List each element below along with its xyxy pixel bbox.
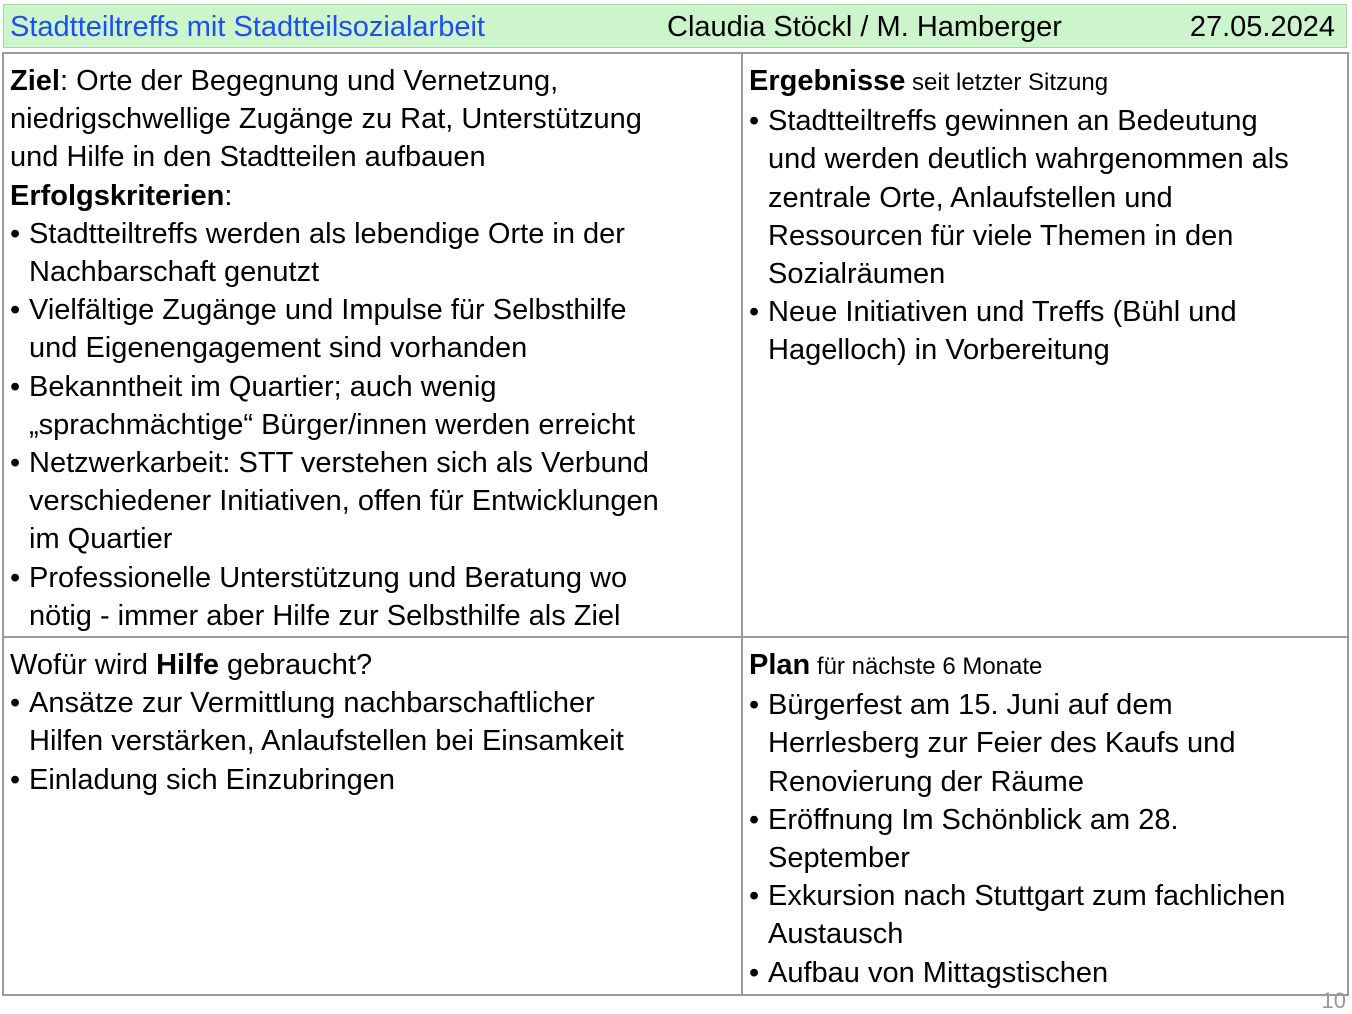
result-item-text: Ressourcen für viele Themen in den	[768, 219, 1234, 252]
criteria-item-text: • Stadtteiltreffs werden als lebendige Orte in der	[29, 217, 625, 250]
help-question	[10, 646, 735, 684]
criteria-item	[10, 444, 735, 559]
plan-item-text: Herrlesberg zur Feier des Kaufs und	[768, 727, 1236, 760]
result-item-text: zentrale Orte, Anlaufstellen und	[768, 181, 1173, 214]
help-item-text: • Einladung sich Einzubringen	[29, 763, 395, 796]
results-list	[749, 102, 1341, 369]
goal-text: und Hilfe in den Stadtteilen aufbauen	[10, 141, 486, 174]
result-item	[749, 293, 1341, 369]
plan-heading	[749, 646, 1341, 686]
criteria-item	[10, 368, 735, 444]
plan-item-text: • Eröffnung Im Schönblick am 28.	[768, 803, 1179, 836]
criteria-list	[10, 215, 735, 635]
help-question-bold: Hilfe	[156, 649, 219, 681]
slide-date: 27.05.2024	[1189, 11, 1335, 43]
plan-cell	[741, 636, 1349, 996]
criteria-item-text: • Bekanntheit im Quartier; auch wenig	[29, 370, 497, 403]
help-item	[10, 684, 735, 760]
results-cell	[741, 52, 1349, 638]
goal-label: Ziel	[10, 65, 60, 97]
plan-item-text: • Aufbau von Mittagstischen	[768, 956, 1109, 989]
criteria-item-text: und Eigenengagement sind vorhanden	[29, 332, 528, 365]
slide-title: Stadtteiltreffs mit Stadtteilsozialarbeit	[10, 11, 485, 43]
plan-item-text: • Bürgerfest am 15. Juni auf dem	[768, 689, 1173, 722]
results-label: Ergebnisse	[749, 65, 906, 97]
plan-item	[749, 801, 1341, 877]
goal-text: niedrigschwellige Zugänge zu Rat, Unterstützung	[10, 103, 642, 136]
plan-item-text: Renovierung der Räume	[768, 765, 1084, 798]
criteria-item	[10, 559, 735, 635]
help-cell	[2, 636, 743, 996]
plan-item-text: • Exkursion nach Stuttgart zum fachlichen	[768, 880, 1286, 913]
criteria-item-text: nötig - immer aber Hilfe zur Selbsthilfe als Ziel	[29, 599, 621, 632]
plan-sublabel: für nächste 6 Monate	[810, 653, 1043, 680]
goal-cell	[2, 52, 743, 638]
criteria-item-text: • Vielfältige Zugänge und Impulse für Selbsthilfe	[29, 294, 627, 327]
slide-authors: Claudia Stöckl / M. Hamberger	[667, 11, 1062, 43]
criteria-item	[10, 215, 735, 291]
criteria-item-text: im Quartier	[29, 523, 173, 556]
slide-header	[3, 4, 1347, 48]
criteria-item-text: • Professionelle Unterstützung und Beratung wo	[29, 561, 628, 594]
goal-text: : Orte der Begegnung und Vernetzung,	[59, 65, 559, 97]
criteria-item-text: „sprachmächtige“ Bürger/innen werden erreicht	[29, 408, 636, 441]
help-list	[10, 684, 735, 799]
result-item	[749, 102, 1341, 293]
plan-label: Plan	[749, 649, 811, 681]
criteria-item-text: • Netzwerkarbeit: STT verstehen sich als Verbund	[29, 447, 650, 480]
result-item-text: Hagelloch) in Vorbereitung	[768, 334, 1110, 367]
help-question-pre: Wofür wird	[10, 649, 157, 681]
plan-list	[749, 686, 1341, 992]
plan-item	[749, 686, 1341, 801]
criteria-label: Erfolgskriterien	[10, 179, 225, 212]
result-item-text: und werden deutlich wahrgenommen als	[768, 143, 1289, 176]
criteria-item-text: verschiedener Initiativen, offen für Entwicklungen	[29, 485, 659, 518]
plan-item	[749, 877, 1341, 953]
plan-item-text: Austausch	[768, 918, 904, 951]
results-heading	[749, 62, 1341, 102]
criteria-item	[10, 291, 735, 367]
plan-item-text: September	[768, 842, 910, 875]
page-number: 10	[1321, 988, 1346, 1013]
plan-item	[749, 954, 1341, 992]
criteria-heading	[10, 177, 735, 215]
result-item-text: Sozialräumen	[768, 258, 946, 291]
result-item-text: • Neue Initiativen und Treffs (Bühl und	[768, 296, 1237, 329]
help-item-text: Hilfen verstärken, Anlaufstellen bei Einsamkeit	[29, 725, 624, 758]
result-item-text: • Stadtteiltreffs gewinnen an Bedeutung	[768, 105, 1258, 138]
help-item-text: • Ansätze zur Vermittlung nachbarschaftlicher	[29, 687, 595, 720]
goal-line	[10, 62, 735, 100]
criteria-item-text: Nachbarschaft genutzt	[29, 256, 320, 289]
help-item	[10, 761, 735, 799]
help-question-post: gebraucht?	[218, 649, 373, 681]
criteria-colon: :	[224, 179, 233, 212]
results-sublabel: seit letzter Sitzung	[905, 69, 1109, 96]
